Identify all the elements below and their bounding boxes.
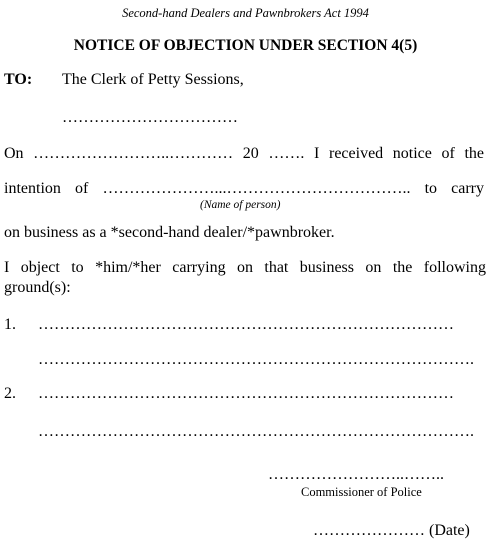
objection-statement: I object to *him/*her carrying on that business on the following [4,259,486,276]
ground-number: 2. [4,385,16,402]
ground-blank-line: ………………………………………………………………………. [38,423,474,440]
commissioner-caption: Commissioner of Police [301,485,422,499]
form-title: NOTICE OF OBJECTION UNDER SECTION 4(5) [73,37,418,54]
ground-blank-line: ………………………………………………………………………. [38,351,474,368]
name-of-person-caption: (Name of person) [200,199,281,211]
act-header: Second-hand Dealers and Pawnbrokers Act 1994 [122,6,369,20]
recipient: The Clerk of Petty Sessions, [62,71,244,88]
ground-number: 1. [4,316,16,333]
recipient-address-blank: …………………………… [62,109,238,126]
business-type-line: on business as a *second-hand dealer/*pawnbroker. [4,224,335,241]
signature-blank: ……………………..…….. [268,466,444,483]
ground-blank-line: …………………………………………………………………… [38,385,454,402]
to-label: TO: [4,71,33,88]
notice-date-line: On ……………………..………… 20 ……. I received notice of the [4,145,484,162]
notice-name-line: intention of …………………...…………………………….. to carry [4,180,484,197]
date-line: ………………… (Date) [313,522,470,539]
ground-blank-line: …………………………………………………………………… [38,316,454,333]
grounds-label: ground(s): [4,279,71,296]
